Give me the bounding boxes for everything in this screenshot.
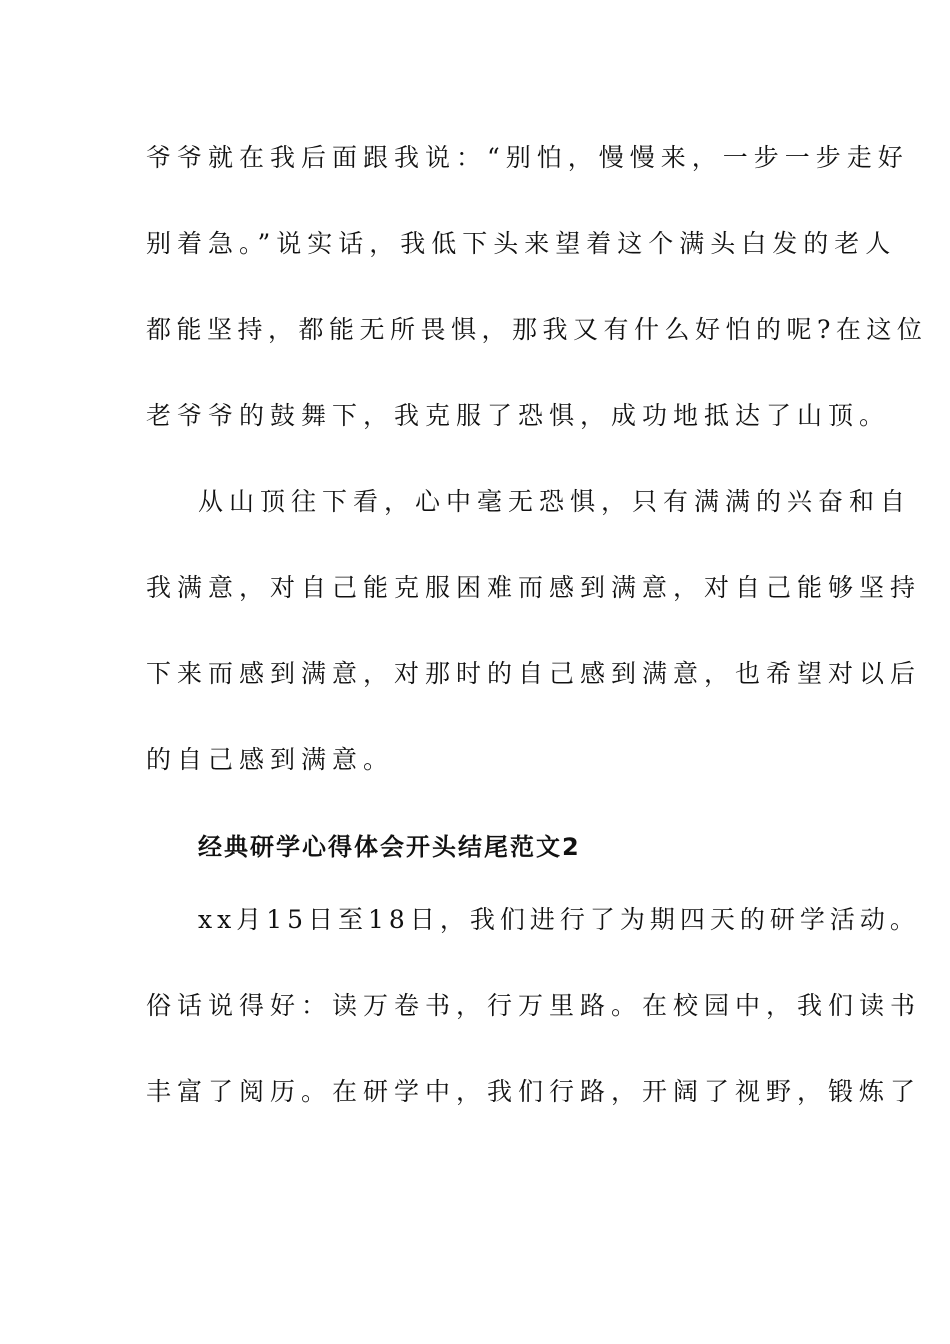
text-line-8: 的自己感到满意。 [146, 745, 395, 774]
text-line-2: 别着急。”说实话，我低下头来望着这个满头白发的老人 [146, 229, 897, 258]
paragraph-start: 从山顶往下看，心中毫无恐惧，只有满满的兴奋和自 [198, 487, 912, 516]
text-line-6: 我满意，对自己能克服困难而感到满意，对自己能够坚持 [146, 573, 922, 602]
section-heading: 经典研学心得体会开头结尾范文2 [198, 833, 581, 861]
text-line-3: 都能坚持，都能无所畏惧，那我又有什么好怕的呢?在这位 [146, 315, 928, 344]
text-line-1: 爷爷就在我后面跟我说：“别怕，慢慢来，一步一步走好 [146, 143, 909, 172]
text-line-12: 丰富了阅历。在研学中，我们行路，开阔了视野，锻炼了 [146, 1077, 922, 1106]
text-line-7: 下来而感到满意，对那时的自己感到满意，也希望对以后 [146, 659, 922, 688]
paragraph-start: xx月15日至18日，我们进行了为期四天的研学活动。 [198, 905, 920, 934]
text-line-4: 老爷爷的鼓舞下，我克服了恐惧，成功地抵达了山顶。 [146, 401, 891, 430]
text-line-11: 俗话说得好：读万卷书，行万里路。在校园中，我们读书 [146, 991, 922, 1020]
